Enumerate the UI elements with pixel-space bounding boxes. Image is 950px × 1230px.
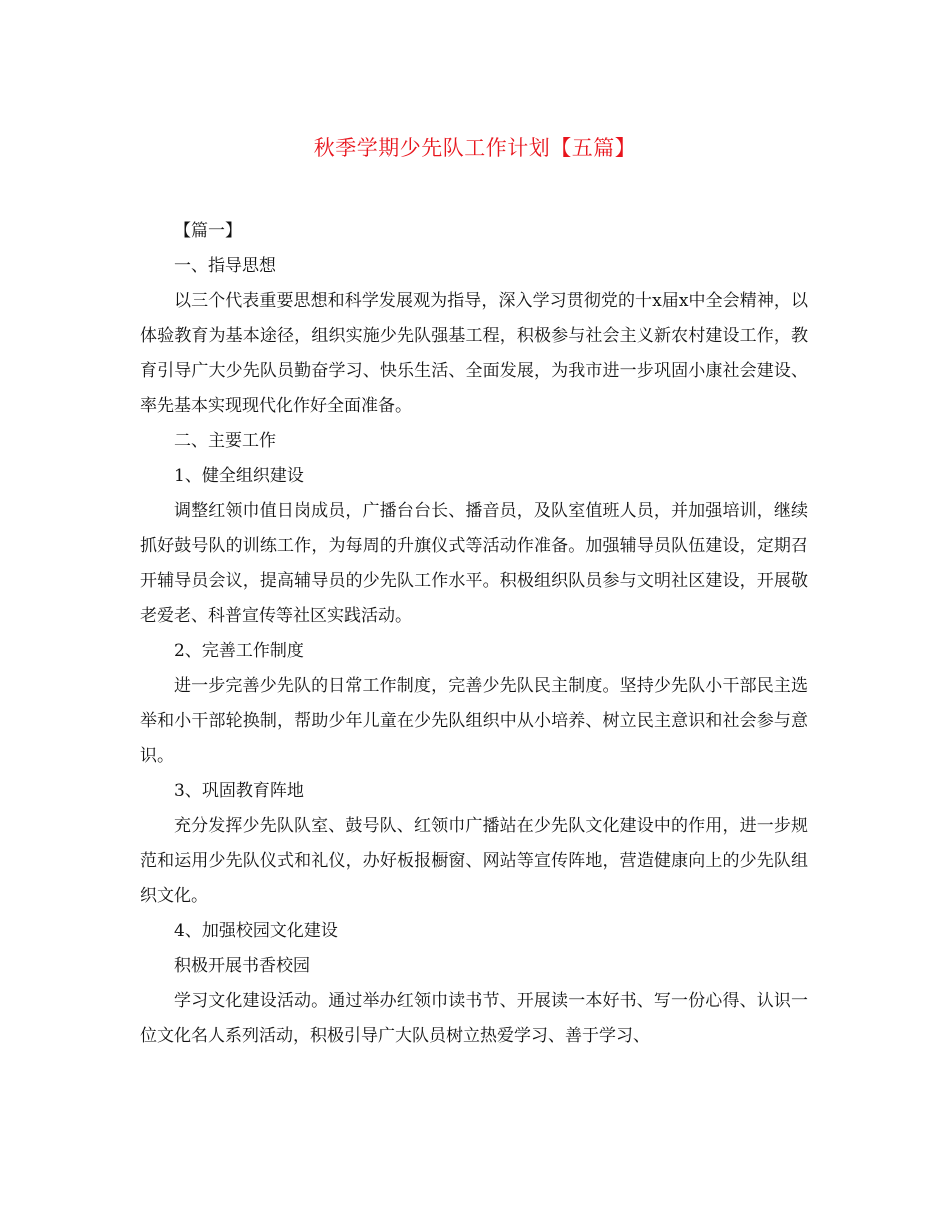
heading-main-work: 二、主要工作 bbox=[174, 431, 276, 451]
section-label-part-one: 【篇一】 bbox=[174, 221, 242, 241]
paragraph-campus-culture: 学习文化建设活动。通过举办红领巾读书节、开展读一本好书、写一份心得、认识一位文化名人系列活动，积极引导广大队员树立热爱学习、善于学习、 bbox=[140, 991, 808, 1046]
heading-organization-building: 1、健全组织建设 bbox=[174, 466, 304, 486]
document-body bbox=[140, 214, 808, 1054]
heading-scholarly-campus: 积极开展书香校园 bbox=[174, 956, 310, 976]
heading-campus-culture: 4、加强校园文化建设 bbox=[174, 921, 338, 941]
paragraph-organization-building: 调整红领巾值日岗成员，广播台台长、播音员，及队室值班人员，并加强培训，继续抓好鼓号队的训练工作，为每周的升旗仪式等活动作准备。加强辅导员队伍建设，定期召开辅导员会议，提高辅导员的少先队工作水平。积极组织队员参与文明社区建设，开展敬老爱老、科普宣传等社区实践活动。 bbox=[140, 501, 808, 626]
paragraph-guiding-ideology: 以三个代表重要思想和科学发展观为指导，深入学习贯彻党的十x届x中全会精神，以体验教育为基本途径，组织实施少先队强基工程，积极参与社会主义新农村建设工作，教育引导广大少先队员勤奋学习、快乐生活、全面发展，为我市进一步巩固小康社会建设、率先基本实现现代化作好全面准备。 bbox=[140, 291, 808, 416]
heading-education-base: 3、巩固教育阵地 bbox=[174, 781, 304, 801]
heading-work-system: 2、完善工作制度 bbox=[174, 641, 304, 661]
document-title: 秋季学期少先队工作计划【五篇】 bbox=[313, 136, 637, 160]
heading-guiding-ideology: 一、指导思想 bbox=[174, 256, 276, 276]
paragraph-work-system: 进一步完善少先队的日常工作制度，完善少先队民主制度。坚持少先队小干部民主选举和小干部轮换制，帮助少年儿童在少先队组织中从小培养、树立民主意识和社会参与意识。 bbox=[140, 676, 808, 766]
paragraph-education-base: 充分发挥少先队队室、鼓号队、红领巾广播站在少先队文化建设中的作用，进一步规范和运用少先队仪式和礼仪，办好板报橱窗、网站等宣传阵地，营造健康向上的少先队组织文化。 bbox=[140, 816, 808, 906]
